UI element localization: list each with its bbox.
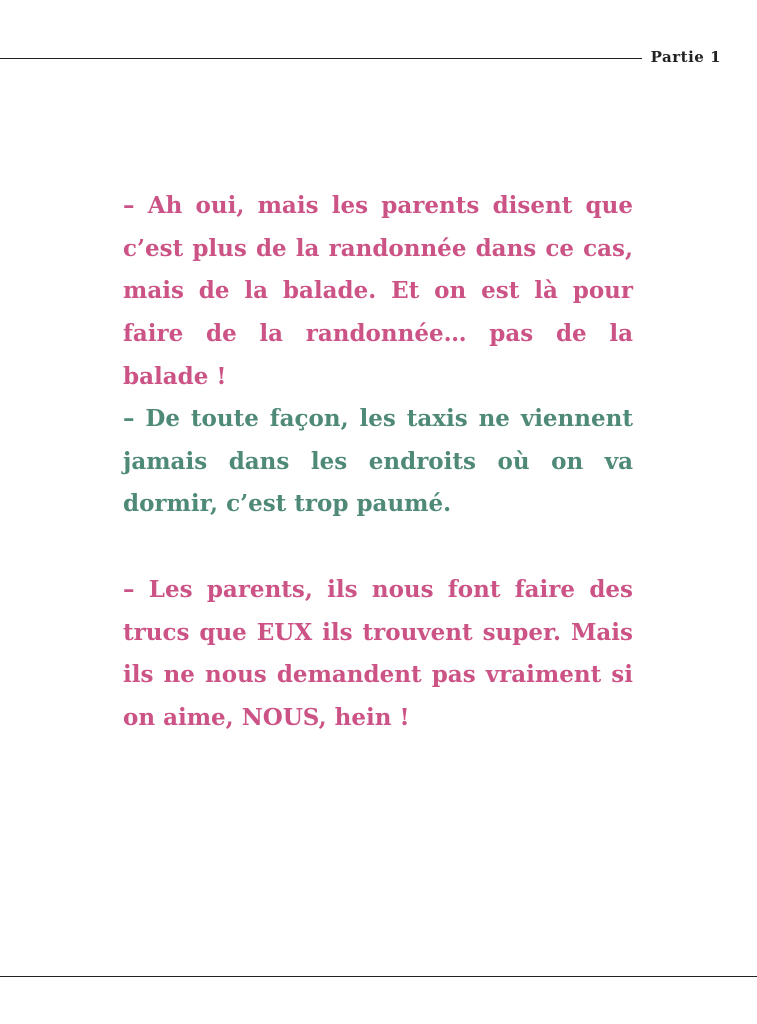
footer-rule — [0, 976, 757, 977]
dialogue-paragraph-3 — [123, 569, 633, 740]
header-rule — [0, 58, 642, 59]
dialogue-text: – Les parents, ils nous font faire des trucs que EUX ils trouvent super. Mais ils ne nous demandent pas vraiment si on aime, NOUS, hein ! — [123, 576, 633, 732]
dialogue-text: – De toute façon, les taxis ne viennent jamais dans les endroits où on va dormir, c’est trop paumé. — [123, 405, 633, 518]
dialogue-paragraph-1 — [123, 185, 633, 399]
dialogue-text: – Ah oui, mais les parents disent que c’est plus de la randonnée dans ce cas, mais de la balade. Et on est là pour faire de la randonnée… pas de la balade ! — [123, 192, 633, 390]
dialogue-paragraph-2 — [123, 398, 633, 526]
section-label: Partie 1 — [650, 48, 721, 66]
